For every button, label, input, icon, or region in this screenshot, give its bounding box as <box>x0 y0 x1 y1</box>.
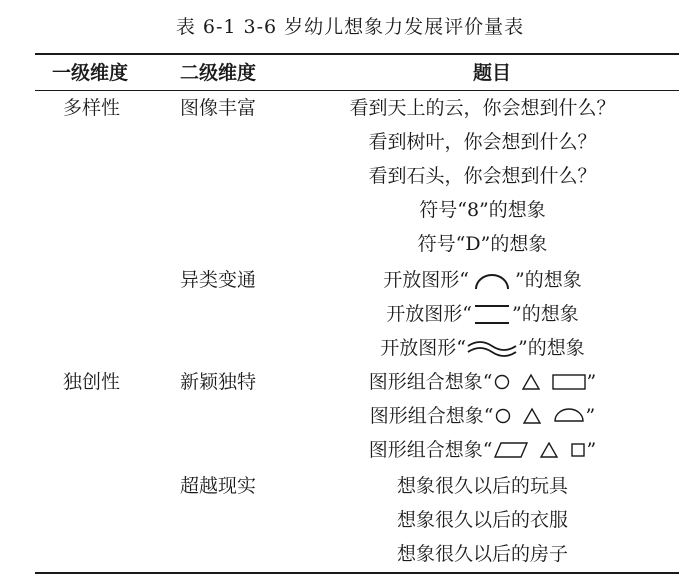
item-combo-1 <box>300 366 665 398</box>
open-suffix: ”的想象 <box>512 303 579 325</box>
header-level2: 二级维度 <box>180 62 257 84</box>
combo-prefix: 图形组合想象“ <box>368 439 493 461</box>
item-combo-2 <box>300 400 665 432</box>
level2-image-rich: 图像丰富 <box>180 97 257 119</box>
bottom-rule <box>35 572 679 574</box>
level1-originality: 独创性 <box>63 371 121 393</box>
level1-diversity: 多样性 <box>63 97 121 119</box>
table-caption: 表 6-1 3-6 岁幼儿想象力发展评价量表 <box>175 16 525 38</box>
square-icon <box>569 441 587 459</box>
item-clothes: 想象很久以后的衣服 <box>396 509 568 531</box>
parallelogram-icon <box>493 440 529 460</box>
combo-prefix: 图形组合想象“ <box>369 405 494 427</box>
circle-icon <box>493 373 511 391</box>
item-stones: 看到石头，你会想到什么？ <box>368 165 597 187</box>
level2-novel: 新颖独特 <box>180 371 257 393</box>
item-symbol-8: 符号“8”的想象 <box>419 199 546 221</box>
open-suffix: ”的想象 <box>518 337 585 359</box>
combo-suffix: ” <box>586 439 597 461</box>
double-line-icon <box>472 302 512 326</box>
item-house: 想象很久以后的房子 <box>396 543 568 565</box>
circle-icon <box>494 407 512 425</box>
item-leaves: 看到树叶，你会想到什么？ <box>368 131 597 153</box>
header-level1: 一级维度 <box>52 62 129 84</box>
level2-beyond: 超越现实 <box>180 475 257 497</box>
combo-suffix: ” <box>586 371 597 393</box>
open-suffix: ”的想象 <box>515 269 582 291</box>
item-open-lines <box>300 298 665 330</box>
open-prefix: 开放图形“ <box>386 303 472 325</box>
triangle-icon <box>521 373 541 391</box>
triangle-icon <box>522 407 542 425</box>
item-open-arch <box>300 264 665 296</box>
item-combo-3 <box>300 434 665 466</box>
combo-suffix: ” <box>585 405 596 427</box>
level2-variation: 异类变通 <box>180 269 257 291</box>
header-item: 题目 <box>472 62 511 84</box>
open-prefix: 开放图形“ <box>383 269 469 291</box>
rectangle-icon <box>551 372 587 392</box>
item-symbol-d: 符号“D”的想象 <box>417 233 548 255</box>
wave-lines-icon <box>466 337 518 359</box>
combo-prefix: 图形组合想象“ <box>368 371 493 393</box>
semicircle-icon <box>552 406 586 426</box>
item-toy: 想象很久以后的玩具 <box>396 475 568 497</box>
header-rule <box>35 90 679 91</box>
triangle-icon <box>539 441 559 459</box>
arch-shape-icon <box>469 269 515 291</box>
item-open-waves <box>300 332 665 364</box>
top-rule <box>35 53 679 55</box>
item-clouds: 看到天上的云，你会想到什么？ <box>349 97 616 119</box>
open-prefix: 开放图形“ <box>380 337 466 359</box>
